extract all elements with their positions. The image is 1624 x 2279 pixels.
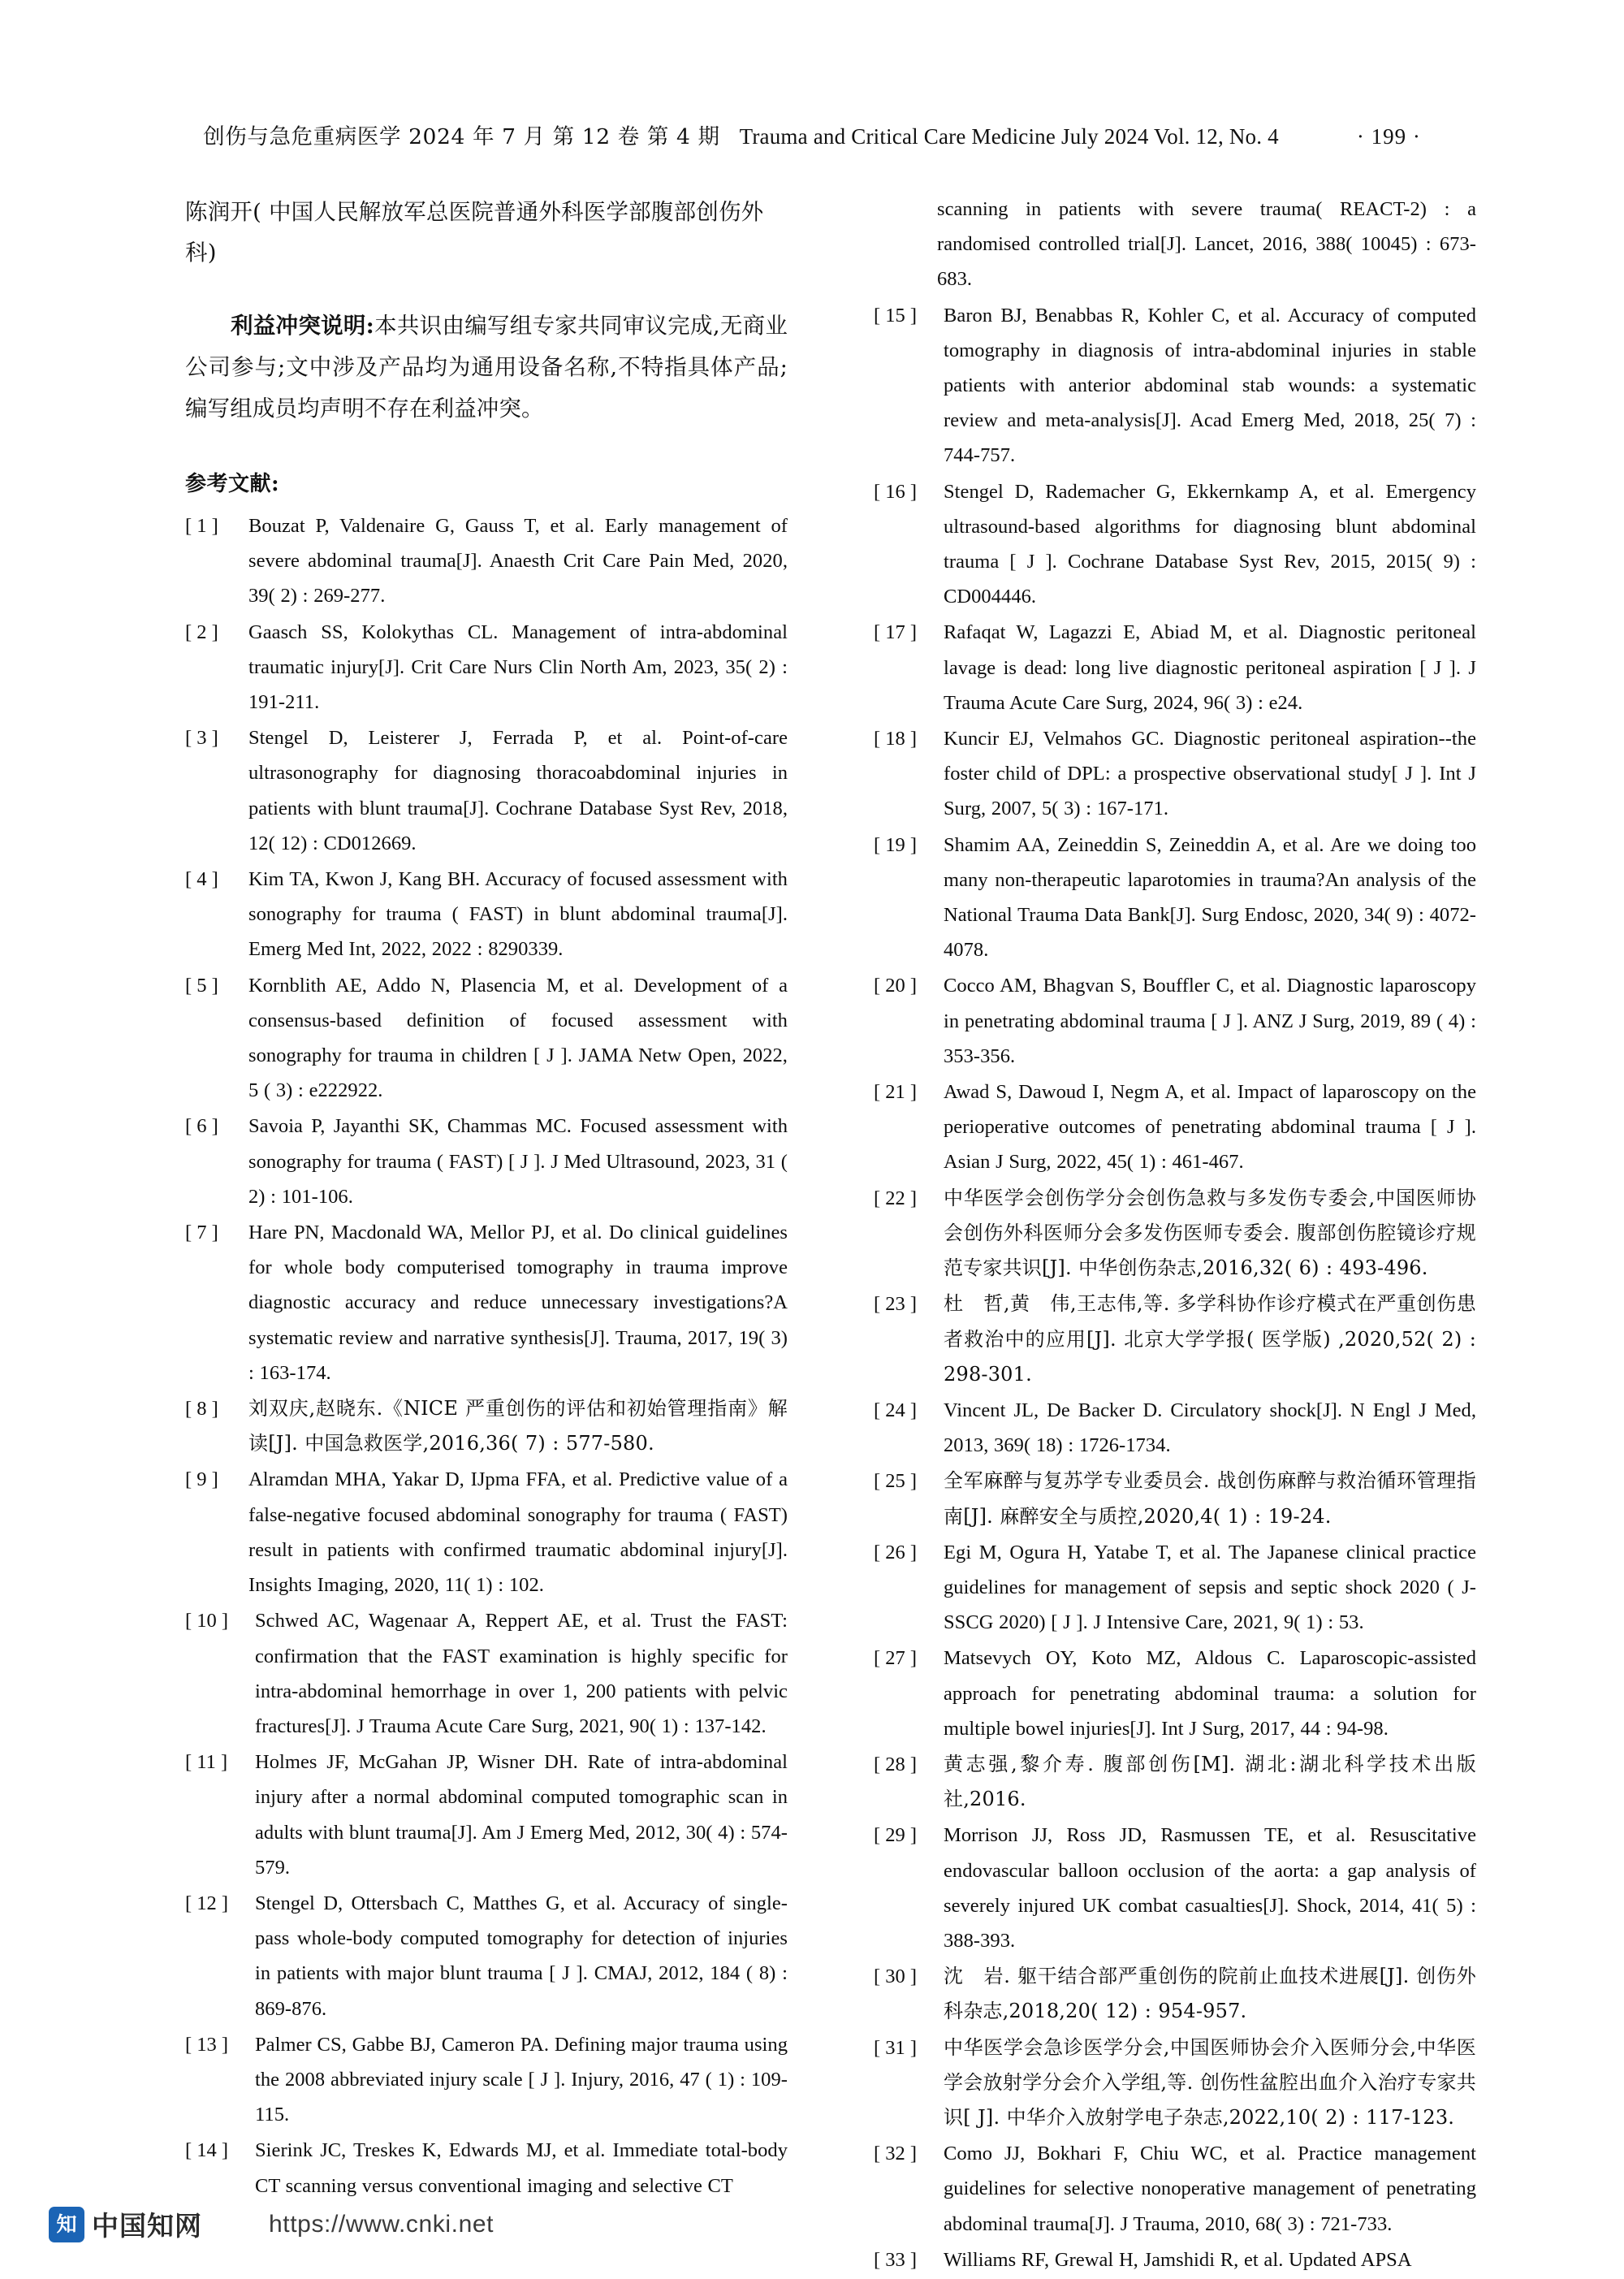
reference-item [874,2030,1476,2136]
reference-item [874,828,1476,968]
reference-item [874,192,1476,297]
reference-text: Shamim AA, Zeineddin S, Zeineddin A, et al. Are we doing too many non-therapeutic laparotomies in trauma?An analysis of the National Trauma Data Bank[J]. Surg Endosc, 2020, 34( 9) : 4072-4078. [944,833,1476,962]
reference-number: [ 24 ] [874,1399,918,1421]
reference-text: 中华医学会创伤学分会创伤急救与多发伤专委会,中国医师协会创伤外科医师分会多发伤医师专委会. 腹部创伤腔镜诊疗规范专家共识[J]. 中华创伤杂志,2016,32( 6) : 493-496. [944,1186,1476,1280]
reference-item [185,1109,788,1214]
reference-number: [ 11 ] [185,1751,228,1774]
reference-number: [ 18 ] [874,728,918,750]
reference-text: Egi M, Ogura H, Yatabe T, et al. The Japanese clinical practice guidelines for management of sepsis and septic shock 2020 ( J-SSCG 2020) [ J ]. J Intensive Care, 2021, 9( 1) : 53. [944,1541,1476,1634]
reference-text: Alramdan MHA, Yakar D, IJpma FFA, et al. Predictive value of a false-negative focused abdominal sonography for trauma ( FAST) result in patients with confirmed traumatic abdominal injury[J]. Insights Imaging, 2020, 11( 1) : 102. [248,1468,788,1597]
page-number: · 199 · [1356,124,1421,149]
reference-item [185,1391,788,1461]
reference-number: [ 1 ] [185,515,218,537]
reference-number: [ 2 ] [185,621,218,643]
reference-item [874,1287,1476,1392]
reference-number: [ 19 ] [874,833,918,856]
running-head [0,119,1624,154]
running-head-english: Trauma and Critical Care Medicine July 2024 Vol. 12, No. 4 [739,124,1279,149]
reference-text: Kornblith AE, Addo N, Plasencia M, et al. Development of a consensus-based definition of focused assessment with sonography for trauma in children [ J ]. JAMA Netw Open, 2022, 5 ( 3) : e222922. [248,974,788,1102]
reference-number: [ 25 ] [874,1470,918,1493]
reference-item [874,1959,1476,2029]
reference-text: Matsevych OY, Koto MZ, Aldous C. Laparoscopic-assisted approach for penetrating abdominal trauma: a solution for multiple bowel injuries[J]. Int J Surg, 2017, 44 : 94-98. [944,1647,1476,1740]
reference-text: 黄志强,黎介寿. 腹部创伤[M]. 湖北:湖北科学技术出版社,2016. [944,1752,1476,1811]
reference-text: Kuncir EJ, Velmahos GC. Diagnostic peritoneal aspiration--the foster child of DPL: a prospective observational study[ J ]. Int J Surg, 2007, 5( 3) : 167-171. [944,728,1476,820]
reference-text: Schwed AC, Wagenaar A, Reppert AE, et al. Trust the FAST: confirmation that the FAST examination is highly specific for intra-abdominal hemorrhage in over 1, 200 patients with pelvic fractures[J]. J Trauma Acute Care Surg, 2021, 90( 1) : 137-142. [255,1610,788,1737]
reference-item [874,1535,1476,1641]
reference-text: 沈 岩. 躯干结合部严重创伤的院前止血技术进展[J]. 创伤外科杂志,2018,20( 12) : 954-957. [944,1965,1476,2023]
author-affiliation: 陈润开( 中国人民解放军总医院普通外科医学部腹部创伤外科) [185,199,764,266]
reference-number: [ 5 ] [185,974,218,997]
reference-item [874,2242,1476,2277]
reference-text: Stengel D, Rademacher G, Ekkernkamp A, et al. Emergency ultrasound-based algorithms for diagnosing blunt abdominal trauma [ J ]. Cochrane Database Syst Rev, 2015, 2015( 9) : CD004446. [944,480,1476,608]
reference-item [874,615,1476,720]
reference-list-left [185,508,788,2203]
reference-number: [ 20 ] [874,975,918,997]
reference-number: [ 3 ] [185,727,218,750]
reference-number: [ 7 ] [185,1222,218,1244]
reference-text: Baron BJ, Benabbas R, Kohler C, et al. Accuracy of computed tomography in diagnosis of intra-abdominal injuries in stable patients with anterior abdominal stab wounds: a systematic review and meta-analysis[J]. Acad Emerg Med, 2018, 25( 7) : 744-757. [944,304,1476,467]
coi-label: 利益冲突说明: [231,313,374,339]
reference-text: 中华医学会急诊医学分会,中国医师协会介入医师分会,中华医学会放射学分会介入学组,等. 创伤性盆腔出血介入治疗专家共识[ J]. 中华介入放射学电子杂志,2022,10( 2) : 117-123. [944,2035,1476,2129]
cnki-watermark [49,2205,494,2243]
reference-item [185,862,788,967]
reference-item [874,1181,1476,1287]
reference-text: Savoia P, Jayanthi SK, Chammas MC. Focused assessment with sonography for trauma ( FAST) [ J ]. J Med Ultrasound, 2023, 31 ( 2) : 101-106. [248,1115,788,1208]
reference-text: Vincent JL, De Backer D. Circulatory shock[J]. N Engl J Med, 2013, 369( 18) : 1726-1734. [944,1399,1476,1457]
reference-item [185,1886,788,2026]
reference-number: [ 33 ] [874,2248,918,2271]
reference-item [185,1215,788,1390]
running-head-chinese: 创伤与急危重病医学 2024 年 7 月 第 12 卷 第 4 期 [203,124,720,149]
left-column [185,192,788,2197]
reference-item [185,1603,788,1744]
reference-text: 杜 哲,黄 伟,王志伟,等. 多学科协作诊疗模式在严重创伤患者救治中的应用[J]. 北京大学学报( 医学版) ,2020,52( 2) : 298-301. [944,1292,1476,1386]
reference-item [874,968,1476,1074]
reference-text: Kim TA, Kwon J, Kang BH. Accuracy of focused assessment with sonography for trauma ( FAST) in blunt abdominal trauma[J]. Emerg Med Int, 2022, 2022 : 8290339. [248,868,788,961]
reference-text: Cocco AM, Bhagvan S, Bouffler C, et al. Diagnostic laparoscopy in penetrating abdominal trauma [ J ]. ANZ J Surg, 2019, 89 ( 4) : 353-356. [944,975,1476,1067]
reference-number: [ 22 ] [874,1187,918,1209]
reference-item [874,1818,1476,1958]
reference-text: 全军麻醉与复苏学专业委员会. 战创伤麻醉与救治循环管理指南[J]. 麻醉安全与质控,2020,4( 1) : 19-24. [944,1469,1476,1528]
reference-text: scanning in patients with severe trauma( REACT-2) : a randomised controlled trial[J]. Lancet, 2016, 388( 10045) : 673-683. [937,198,1476,291]
reference-text: Williams RF, Grewal H, Jamshidi R, et al. Updated APSA [944,2248,1412,2271]
cnki-url[interactable]: https://www.cnki.net [269,2210,495,2238]
reference-number: [ 16 ] [874,480,918,503]
reference-number: [ 6 ] [185,1115,218,1138]
cnki-brand-name: 中国知网 [92,2210,202,2242]
reference-text: Gaasch SS, Kolokythas CL. Management of intra-abdominal traumatic injury[J]. Crit Care Nurs Clin North Am, 2023, 35( 2) : 191-211. [248,621,788,714]
reference-number: [ 29 ] [874,1824,918,1847]
right-column [874,192,1476,2271]
reference-item [874,474,1476,615]
reference-text: 刘双庆,赵晓东.《NICE 严重创伤的评估和初始管理指南》解读[J]. 中国急救医学,2016,36( 7) : 577-580. [248,1397,788,1455]
reference-number: [ 23 ] [874,1293,918,1316]
reference-text: Stengel D, Leisterer J, Ferrada P, et al. Point-of-care ultrasonography for diagnosing thoracoabdominal injuries in patients with blunt trauma[J]. Cochrane Database Syst Rev, 2018, 12( 12) : CD012669. [248,727,788,854]
reference-item [185,1462,788,1602]
reference-number: [ 30 ] [874,1965,918,1988]
reference-number: [ 4 ] [185,868,218,891]
conflict-of-interest-statement [185,305,788,430]
reference-number: [ 13 ] [185,2033,229,2056]
reference-number: [ 26 ] [874,1541,918,1563]
reference-text: Palmer CS, Gabbe BJ, Cameron PA. Defining major trauma using the 2008 abbreviated injury scale [ J ]. Injury, 2016, 47 ( 1) : 109-115. [255,2033,788,2126]
reference-number: [ 15 ] [874,304,918,326]
reference-text: Holmes JF, McGahan JP, Wisner DH. Rate of intra-abdominal injury after a normal abdominal computed tomographic scan in adults with blunt trauma[J]. Am J Emerg Med, 2012, 30( 4) : 574-579. [255,1751,788,1879]
reference-list-right [874,192,1476,2277]
reference-item [874,1393,1476,1463]
reference-item [874,2136,1476,2242]
reference-item [874,721,1476,827]
reference-number: [ 31 ] [874,2036,918,2059]
reference-item [185,2133,788,2203]
reference-number: [ 10 ] [185,1610,229,1632]
reference-number: [ 32 ] [874,2143,918,2165]
reference-item [185,2027,788,2133]
reference-number: [ 17 ] [874,621,918,644]
reference-number: [ 8 ] [185,1398,218,1421]
reference-number: [ 27 ] [874,1647,918,1670]
reference-number: [ 12 ] [185,1892,229,1914]
reference-text: Morrison JJ, Ross JD, Rasmussen TE, et al. Resuscitative endovascular balloon occlusion of the aorta: a gap analysis of severely injured UK combat casualties[J]. Shock, 2014, 41( 5) : 388-393. [944,1824,1476,1952]
reference-item [874,298,1476,474]
reference-number: [ 14 ] [185,2139,229,2162]
reference-text: Sierink JC, Treskes K, Edwards MJ, et al. Immediate total-body CT scanning versus conventional imaging and selective CT [255,2139,788,2197]
reference-text: Stengel D, Ottersbach C, Matthes G, et al. Accuracy of single-pass whole-body computed tomography for detection of injuries in patients with major blunt trauma [ J ]. CMAJ, 2012, 184 ( 8) : 869-876. [255,1892,788,2020]
reference-item [185,615,788,720]
reference-number: [ 21 ] [874,1081,918,1104]
reference-number: [ 9 ] [185,1468,218,1491]
references-heading: 参考文献: [185,472,280,496]
reference-text: Awad S, Dawoud I, Negm A, et al. Impact of laparoscopy on the perioperative outcomes of penetrating abdominal trauma [ J ]. Asian J Surg, 2022, 45( 1) : 461-467. [944,1081,1476,1174]
reference-text: Bouzat P, Valdenaire G, Gauss T, et al. Early management of severe abdominal trauma[J]. Anaesth Crit Care Pain Med, 2020, 39( 2) : 269-277. [248,515,788,608]
reference-item [185,1745,788,1885]
reference-item [185,968,788,1109]
reference-item [874,1747,1476,1817]
cnki-logo [49,2205,202,2243]
reference-text: Como JJ, Bokhari F, Chiu WC, et al. Practice management guidelines for selective nonoperative management of penetrating abdominal trauma[J]. J Trauma, 2010, 68( 3) : 721-733. [944,2143,1476,2235]
coi-body: 本共识由编写组专家共同审议完成,无商业公司参与;文中涉及产品均为通用设备名称,不特指具体产品;编写组成员均声明不存在利益冲突。 [185,313,788,422]
reference-item [874,1464,1476,1533]
reference-item [185,508,788,614]
cnki-badge-icon: 知 [49,2207,84,2242]
reference-item [874,1641,1476,1746]
reference-item [185,720,788,861]
reference-text: Rafaqat W, Lagazzi E, Abiad M, et al. Diagnostic peritoneal lavage is dead: long live diagnostic peritoneal aspiration [ J ]. J Trauma Acute Care Surg, 2024, 96( 3) : e24. [944,621,1476,714]
reference-number: [ 28 ] [874,1753,918,1775]
reference-item [874,1075,1476,1180]
reference-text: Hare PN, Macdonald WA, Mellor PJ, et al. Do clinical guidelines for whole body computerised tomography in trauma improve diagnostic accuracy and reduce unnecessary investigations?A systematic review and narrative synthesis[J]. Trauma, 2017, 19( 3) : 163-174. [248,1222,788,1384]
